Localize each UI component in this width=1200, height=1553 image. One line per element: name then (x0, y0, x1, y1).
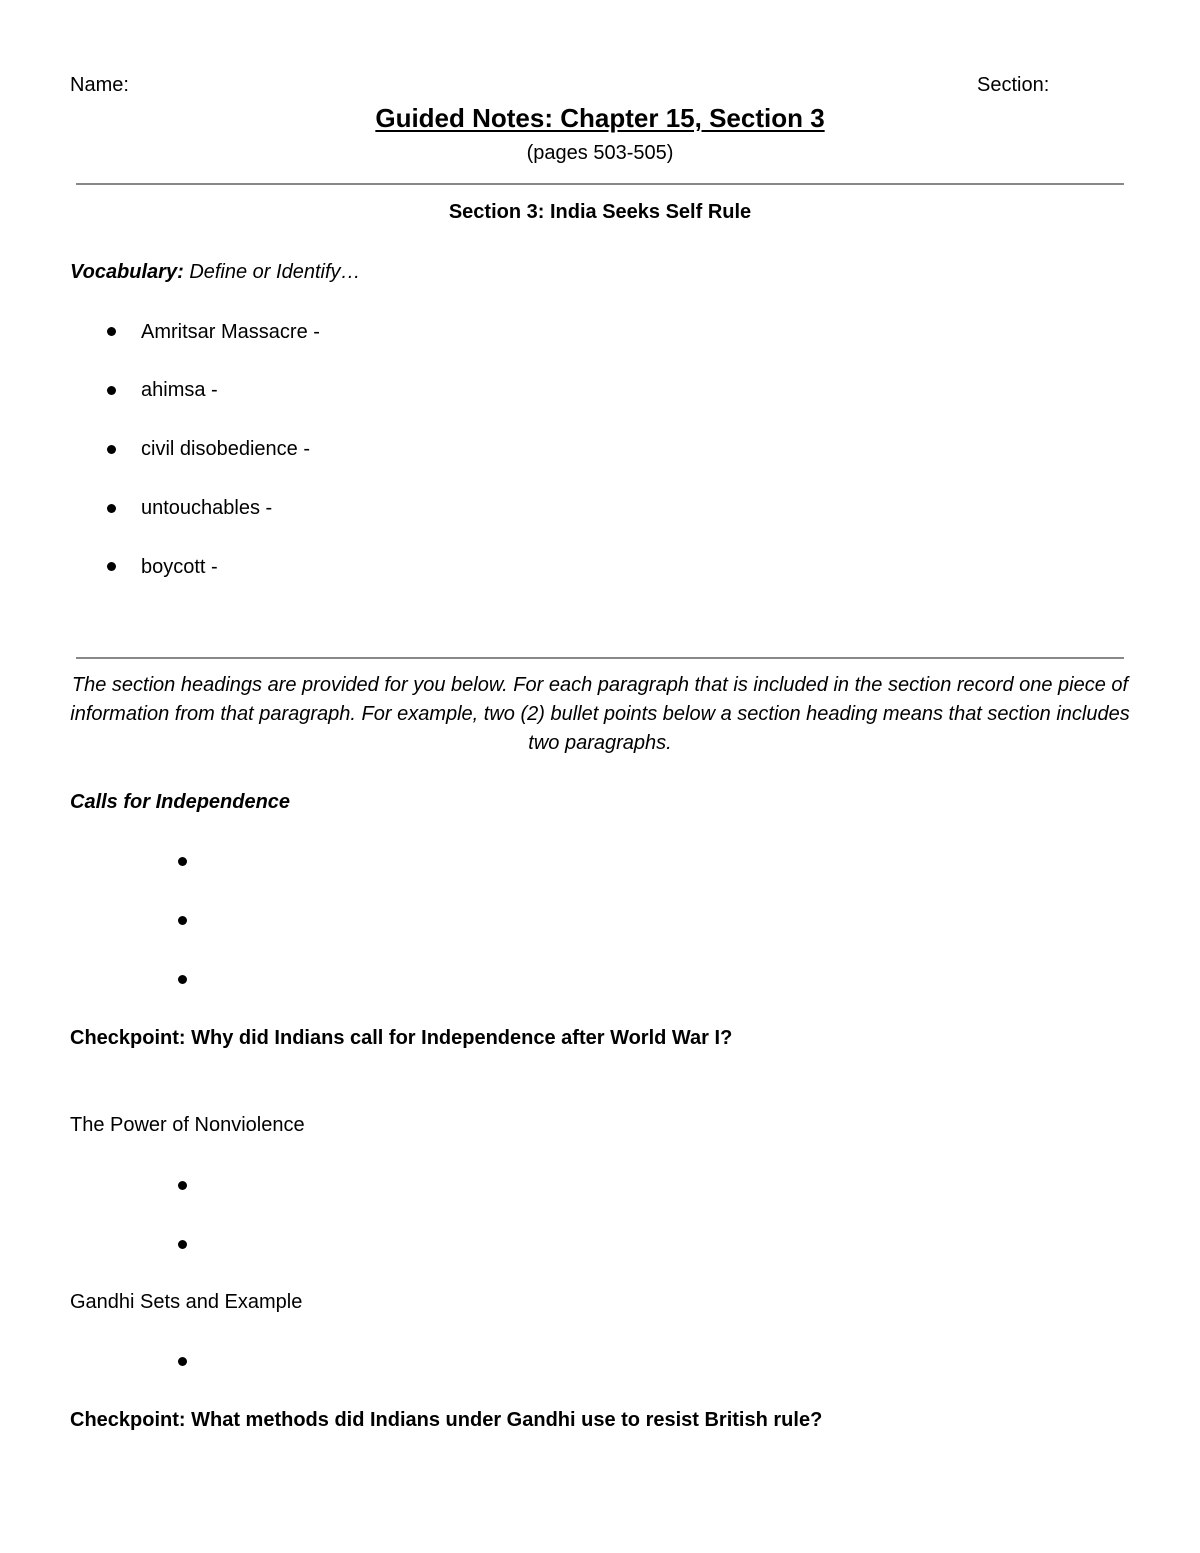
checkpoint-question-2: Checkpoint: What methods did Indians under Gandhi use to resist British rule? (70, 1409, 823, 1431)
divider-middle (76, 657, 1124, 659)
section-heading-calls-for-independence: Calls for Independence (70, 791, 291, 813)
checkpoint-question-1: Checkpoint: Why did Indians call for Independence after World War I? (70, 1027, 733, 1049)
note-bullet-icon (178, 975, 187, 984)
bullet-icon (107, 562, 116, 571)
bullet-icon (107, 445, 116, 454)
divider-top (76, 183, 1124, 185)
vocab-term-civil-disobedience: civil disobedience - (141, 438, 310, 460)
name-label: Name: (70, 74, 129, 96)
note-bullet-icon (178, 1181, 187, 1190)
note-bullet-icon (178, 1357, 187, 1366)
note-bullet-icon (178, 916, 187, 925)
note-bullet-icon (178, 1240, 187, 1249)
bullet-icon (107, 327, 116, 336)
page-title: Guided Notes: Chapter 15, Section 3 (375, 103, 825, 133)
instructions: The section headings are provided for you below. For each paragraph that is included in the section record one piece of information from that paragraph. For example, two (2) bullet points below a section heading means that section includes two paragraphs. (70, 674, 1130, 754)
section-heading-gandhi-sets-example: Gandhi Sets and Example (70, 1291, 303, 1313)
vocabulary-label: Vocabulary: (70, 261, 184, 283)
section-heading-power-of-nonviolence: The Power of Nonviolence (70, 1114, 305, 1136)
pages-reference: (pages 503-505) (526, 142, 674, 164)
bullet-icon (107, 504, 116, 513)
vocab-term-amritsar-massacre: Amritsar Massacre - (141, 321, 320, 343)
vocab-term-untouchables: untouchables - (141, 497, 273, 519)
vocab-term-ahimsa: ahimsa - (141, 379, 218, 401)
vocab-term-boycott: boycott - (141, 556, 218, 578)
note-bullet-icon (178, 857, 187, 866)
bullet-icon (107, 386, 116, 395)
vocabulary-line (70, 260, 361, 284)
vocabulary-prompt: Define or Identify… (189, 261, 361, 283)
section-heading: Section 3: India Seeks Self Rule (448, 201, 752, 223)
section-label: Section: (977, 74, 1050, 96)
